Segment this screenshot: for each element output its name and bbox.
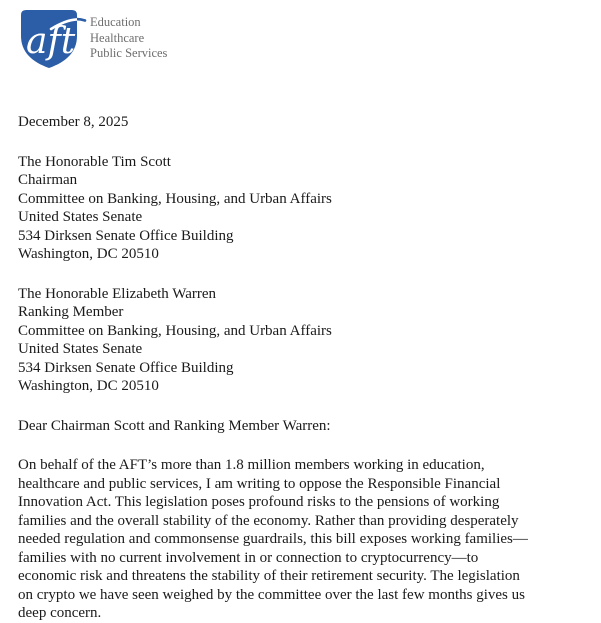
body-line: families and the overall stability of the economy. Rather than providing desperately [18, 512, 519, 529]
body-line: On behalf of the AFT’s more than 1.8 million members working in education, [18, 457, 485, 473]
body-line: deep concern. [18, 605, 102, 621]
tagline-line-public-services: Public Services [90, 46, 168, 60]
tagline-line-healthcare: Healthcare [90, 30, 145, 45]
logo-monogram: aft [26, 21, 76, 62]
aft-shield-icon [21, 9, 87, 69]
address-line: The Honorable Tim Scott [18, 153, 171, 170]
address-line: Washington, DC 20510 [18, 246, 159, 262]
tagline-line-education: Education [90, 15, 141, 29]
address-line: Ranking Member [18, 304, 124, 320]
body-line: economic risk and threatens the stability of their retirement security. The legislation [18, 568, 520, 584]
body-line: healthcare and public services, I am writing to oppose the Responsible Financial [18, 475, 501, 492]
body-line: on crypto we have seen weighed by the committee over the last few months gives us [18, 586, 525, 603]
recipient-address-warren [18, 285, 587, 396]
body-line: Innovation Act. This legislation poses profound risks to the pensions of working [18, 494, 500, 510]
address-line: Chairman [18, 172, 78, 188]
body-line: needed regulation and commonsense guardrails, this bill exposes working families— [18, 531, 528, 547]
body-line: families with no current involvement in or connection to cryptocurrency—to [18, 549, 479, 566]
letter-body-container [0, 113, 601, 623]
address-line: Washington, DC 20510 [18, 378, 159, 394]
address-line: 534 Dirksen Senate Office Building [18, 359, 234, 376]
letterhead [0, 0, 601, 69]
address-line: United States Senate [18, 209, 143, 225]
date-line: December 8, 2025 [18, 114, 129, 130]
salutation: Dear Chairman Scott and Ranking Member Warren: [18, 417, 331, 434]
address-line: United States Senate [18, 341, 143, 357]
logo-tagline [90, 9, 167, 62]
address-line: The Honorable Elizabeth Warren [18, 285, 217, 302]
recipient-address-scott [18, 153, 587, 264]
address-line: Committee on Banking, Housing, and Urban Affairs [18, 322, 332, 339]
address-line: Committee on Banking, Housing, and Urban Affairs [18, 190, 332, 207]
letter-paragraph [18, 456, 587, 623]
address-line: 534 Dirksen Senate Office Building [18, 227, 234, 244]
